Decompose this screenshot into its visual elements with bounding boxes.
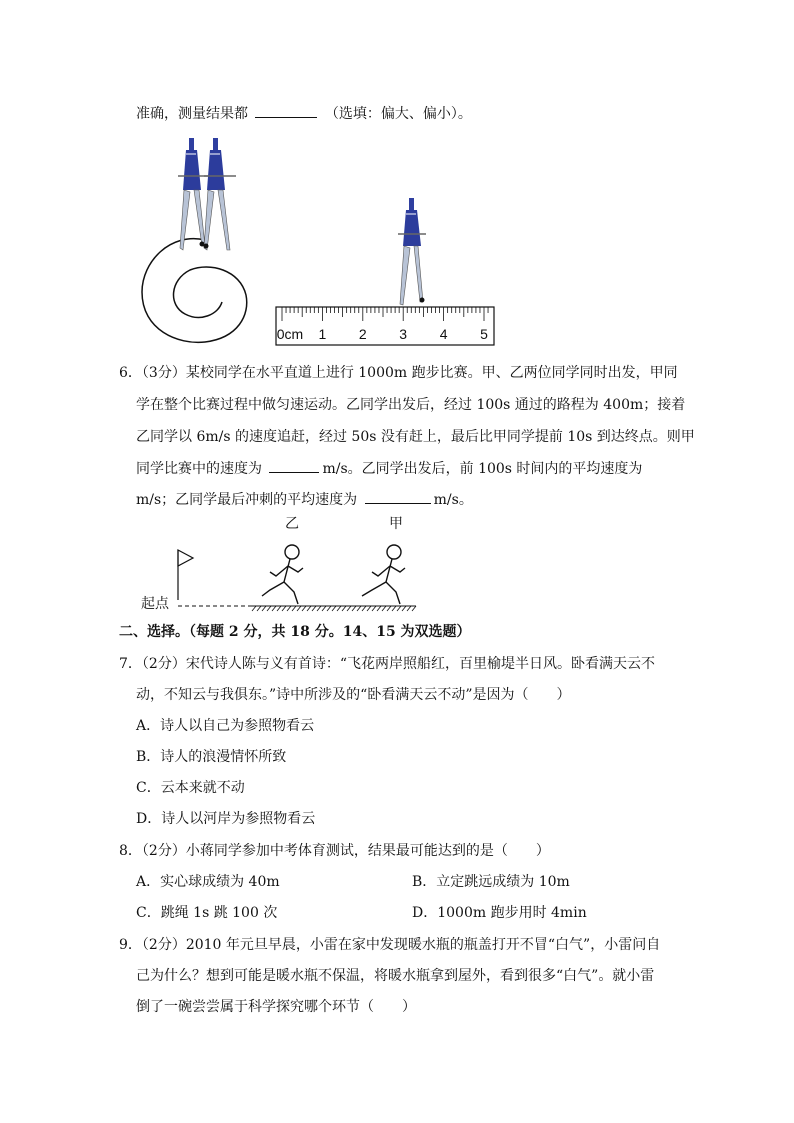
q9-line-3: 倒了一碗尝尝属于科学探究哪个环节（ ） xyxy=(136,999,416,1015)
hatch-mark xyxy=(352,606,356,611)
hatch-mark xyxy=(322,606,326,611)
hatch-mark xyxy=(372,606,376,611)
q6-line-5-pre: m/s；乙同学最后冲刺的平均速度为 xyxy=(136,492,358,508)
runner-a-label: 甲 xyxy=(389,516,403,532)
hatch-mark xyxy=(387,606,391,611)
runner-b-icon xyxy=(262,545,303,604)
section-2-title: 二、选择。（每题 2 分，共 18 分。14、15 为双选题） xyxy=(119,624,471,640)
ground-hatch xyxy=(252,606,416,611)
flag-icon xyxy=(178,550,193,600)
q7-line-2: 动，不知云与我俱东。”诗中所涉及的“卧看满天云不动”是因为（ ） xyxy=(136,687,571,703)
hatch-mark xyxy=(312,606,316,611)
hatch-mark xyxy=(412,606,416,611)
hatch-mark xyxy=(337,606,341,611)
hatch-mark xyxy=(277,606,281,611)
hatch-mark xyxy=(267,606,271,611)
hatch-mark xyxy=(347,606,351,611)
q6-line-3: 乙同学以 6m/s 的速度追赶，经过 50s 没有赶上，最后比甲同学提前 10s 到达终点。则甲 xyxy=(136,429,695,445)
hatch-mark xyxy=(402,606,406,611)
hatch-mark xyxy=(307,606,311,611)
hatch-mark xyxy=(397,606,401,611)
hatch-mark xyxy=(362,606,366,611)
q9-line-1: 9．（2分）2010 年元旦早晨，小雷在家中发现暖水瓶的瓶盖打开不冒“白气”，小雷问自 xyxy=(119,937,661,953)
start-label: 起点 xyxy=(141,596,169,612)
q7-line-1: 7．（2分）宋代诗人陈与义有首诗：“飞花两岸照船红，百里榆堤半日风。卧看满天云不 xyxy=(119,656,655,672)
q8-option-b[interactable]: B．立定跳远成绩为 10m xyxy=(412,874,570,890)
q6-line-4-pre: 同学比赛中的速度为 xyxy=(136,461,262,477)
q7-option-d[interactable]: D．诗人以河岸为参照物看云 xyxy=(136,811,316,827)
hatch-mark xyxy=(377,606,381,611)
hatch-mark xyxy=(292,606,296,611)
q5-text-pre: 准确，测量结果都 xyxy=(136,106,248,122)
hatch-mark xyxy=(332,606,336,611)
hatch-mark xyxy=(392,606,396,611)
hatch-mark xyxy=(327,606,331,611)
q8-option-c[interactable]: C．跳绳 1s 跳 100 次 xyxy=(136,905,278,921)
hatch-mark xyxy=(272,606,276,611)
q6-line-2: 学在整个比赛过程中做匀速运动。乙同学出发后，经过 100s 通过的路程为 400m；接着 xyxy=(136,397,686,413)
q7-option-b[interactable]: B．诗人的浪漫情怀所致 xyxy=(136,749,287,765)
q7-option-a[interactable]: A．诗人以自己为参照物看云 xyxy=(136,718,315,734)
runner-b-label: 乙 xyxy=(285,516,299,532)
ruler-label: 4 xyxy=(439,326,448,342)
q8-option-a[interactable]: A．实心球成绩为 40m xyxy=(136,874,280,890)
hatch-mark xyxy=(252,606,256,611)
hatch-mark xyxy=(297,606,301,611)
q6-line-4-post: m/s。乙同学出发后，前 100s 时间内的平均速度为 xyxy=(322,461,643,477)
hatch-mark xyxy=(262,606,266,611)
q6-line-1: 6．（3分）某校同学在水平直道上进行 1000m 跑步比赛。甲、乙两位同学同时出发，甲同 xyxy=(119,365,678,381)
q9-line-2: 己为什么？想到可能是暖水瓶不保温，将暖水瓶拿到屋外，看到很多“白气”。就小雷 xyxy=(136,968,655,984)
ruler-label: 1 xyxy=(318,326,327,342)
hatch-mark xyxy=(287,606,291,611)
ruler-label: 5 xyxy=(480,326,488,342)
hatch-mark xyxy=(407,606,411,611)
hatch-mark xyxy=(282,606,286,611)
q6-line-5-post: m/s。 xyxy=(433,492,473,508)
ruler-label: 3 xyxy=(399,326,408,342)
hatch-mark xyxy=(382,606,386,611)
hatch-mark xyxy=(367,606,371,611)
hatch-mark xyxy=(357,606,361,611)
hatch-mark xyxy=(257,606,261,611)
ruler-label: 0cm xyxy=(276,326,304,342)
hatch-mark xyxy=(317,606,321,611)
q5-text-post: （选填：偏大、偏小）。 xyxy=(324,106,472,122)
ruler-label: 2 xyxy=(358,326,367,342)
q8-line-1: 8．（2分）小蒋同学参加中考体育测试，结果最可能达到的是（ ） xyxy=(119,843,550,859)
hatch-mark xyxy=(302,606,306,611)
q8-option-d[interactable]: D．1000m 跑步用时 4min xyxy=(412,905,587,921)
q7-option-c[interactable]: C．云本来就不动 xyxy=(136,780,245,796)
runner-a-icon xyxy=(362,545,405,604)
hatch-mark xyxy=(342,606,346,611)
